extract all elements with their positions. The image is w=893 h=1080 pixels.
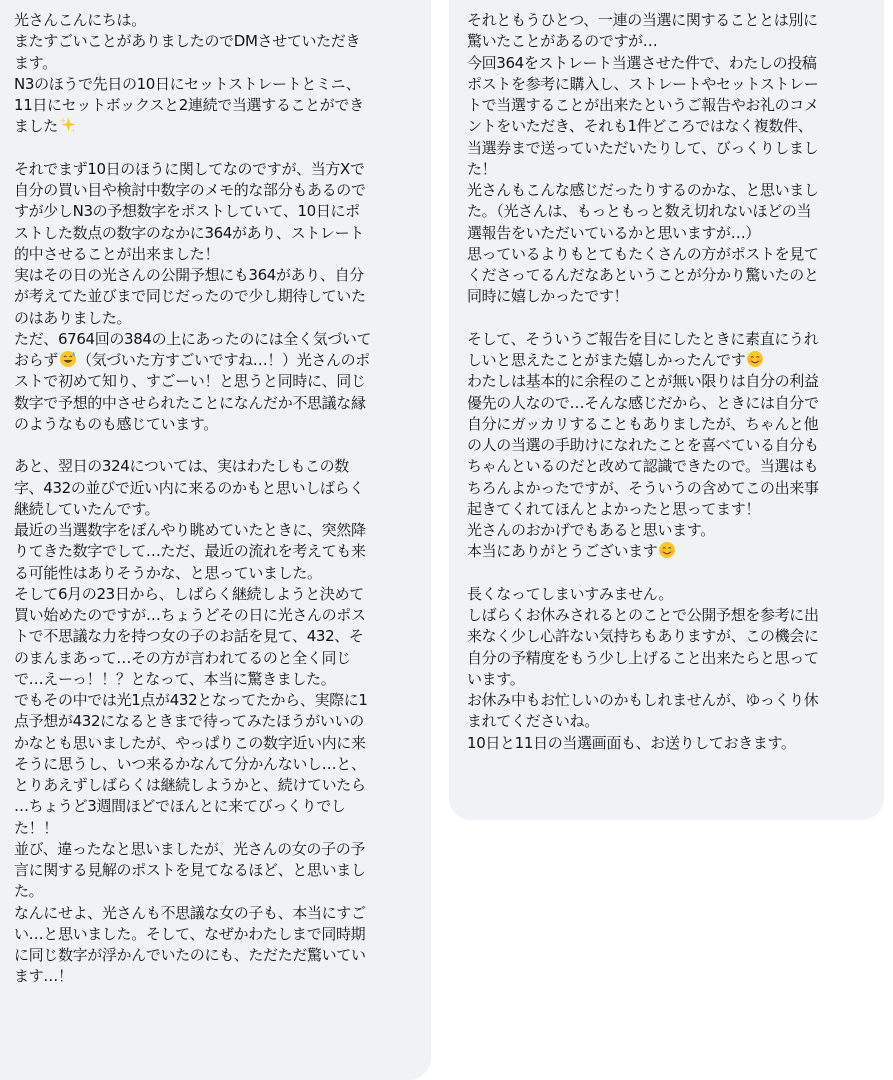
message-bubble-left bbox=[0, 0, 431, 1080]
message-line: 思っているよりもとてもたくさんの方がポストを見て bbox=[467, 244, 819, 263]
message-line: 10日と11日の当選画面も、お送りしておきます。 bbox=[467, 733, 796, 752]
message-line: ちゃんといるのだと改めて認識できたので。当選はも bbox=[467, 457, 819, 476]
message-line: あと、翌日の324については、実はわたしもこの数 bbox=[14, 457, 349, 476]
message-line: 同時に嬉しかったです！ bbox=[467, 287, 629, 306]
message-line bbox=[14, 116, 419, 137]
message-text: 本当にありがとうございます bbox=[467, 542, 658, 561]
message-line: そして6月の23日から、しばらく継続しようと決めて bbox=[14, 584, 364, 603]
message-text: しいと思えたことがまた嬉しかったんです bbox=[467, 351, 746, 369]
message-line: 自分の買い目や検討中数字のメモ的な部分もあるので bbox=[14, 181, 366, 199]
message-line: ただ、6764回の384の上にあったのには全く気づいて bbox=[14, 329, 372, 348]
message-line: そうに思うし、いつ来るかなんて分かんないし…と、 bbox=[14, 754, 366, 773]
message-line: まれてくださいね。 bbox=[467, 712, 599, 731]
smiling-face-emoji-icon bbox=[746, 350, 764, 368]
message-line: りてきた数字でして…ただ、最近の流れを考えても来 bbox=[14, 542, 366, 561]
message-line: た。（光さんは、もっともっと数え切れないほどの当 bbox=[467, 202, 812, 221]
message-line: に同じ数字が浮かんでいたのにも、ただただ驚いてい bbox=[14, 946, 366, 964]
message-line: 11日にセットボックスと2連続で当選することができ bbox=[14, 96, 364, 114]
message-line: ます。 bbox=[14, 53, 57, 72]
message-line: お休み中もお忙しいのかもしれませんが、ゆっくり休 bbox=[467, 691, 819, 709]
message-line: で…えーっ！！？となって、本当に驚きました。 bbox=[14, 669, 336, 688]
message-line: 光さんのおかげでもあると思います。 bbox=[467, 521, 715, 539]
message-line: 実はその日の光さんの公開予想にも364があり、自分 bbox=[14, 266, 364, 284]
message-line: 最近の当選数字をぼんやり眺めていたときに、突然降 bbox=[14, 521, 366, 539]
message-line: 今回364をストレート当選させた件で、わたしの投稿 bbox=[467, 53, 817, 72]
blank-line bbox=[467, 563, 874, 584]
message-line: います。 bbox=[467, 669, 525, 688]
message-line: そして、そういうご報告を目にしたときに素直にうれ bbox=[467, 329, 819, 348]
message-line: それでまず10日のほうに関してなのですが、当方Xで bbox=[14, 159, 365, 178]
smiling-face-emoji-icon bbox=[658, 541, 676, 559]
message-line: 選報告をいただいているかと思いますが…） bbox=[467, 223, 761, 242]
message-line: すが少しN3の予想数字をポストしていて、10日にポ bbox=[14, 202, 360, 221]
blank-line bbox=[14, 435, 419, 456]
sparkles-emoji-icon bbox=[59, 116, 77, 134]
message-line: 点予想が432になるときまで待ってみたほうがいいの bbox=[14, 712, 364, 731]
message-line: トで不思議な力を持つ女の子のお話を見て、432、そ bbox=[14, 627, 364, 646]
grinning-sweat-emoji-icon bbox=[59, 350, 77, 368]
message-line: のようなものも感じています。 bbox=[14, 414, 218, 433]
message-line: た！ bbox=[467, 159, 497, 178]
message-line: 長くなってしまいすみません。 bbox=[467, 584, 674, 603]
message-text: ました bbox=[14, 117, 58, 136]
message-line: N3のほうで先日の10日にセットストレートとミニ、 bbox=[14, 74, 361, 93]
message-line: 言に関する見解のポストを見てなるほど、と思いまし bbox=[14, 861, 366, 879]
message-line: 自分にガッカリすることもありましたが、ちゃんと他 bbox=[467, 414, 819, 433]
message-line: 買い始めたのですが…ちょうどその日に光さんのポス bbox=[14, 606, 366, 624]
message-line bbox=[14, 350, 419, 371]
message-line: の人の当選の手助けになれたことを喜べている自分も bbox=[467, 436, 819, 454]
message-line: なんにせよ、光さんも不思議な女の子も、本当にすご bbox=[14, 903, 366, 922]
message-line bbox=[467, 541, 874, 562]
message-line: た！！ bbox=[14, 818, 58, 837]
message-line: とりあえずしばらくは継続しようかと、続けていたら bbox=[14, 776, 366, 794]
message-text: おらず bbox=[14, 351, 58, 369]
message-line: 継続していたんです。 bbox=[14, 499, 160, 518]
message-line: でもその中では光1点が432となってたから、実際に1 bbox=[14, 691, 368, 709]
message-line: それともうひとつ、一連の当選に関することとは別に bbox=[467, 11, 818, 29]
message-line: くださってるんだなあということが分かり驚いたのと bbox=[467, 266, 819, 284]
message-line: 光さんこんにちは。 bbox=[14, 11, 146, 29]
message-line: ちろんよかったですが、そういうの含めてこの出来事 bbox=[467, 478, 819, 497]
message-line: 起きてくれてほんとよかったと思ってます！ bbox=[467, 499, 761, 518]
message-line: かなとも思いましたが、やっぱりこの数字近い内に来 bbox=[14, 733, 366, 752]
message-line: のまんまあって…その方が言われてるのと全く同じ bbox=[14, 648, 351, 667]
message-line: 当選券まで送っていただいたりして、びっくりしまし bbox=[467, 138, 819, 157]
message-line: わたしは基本的に余程のことが無い限りは自分の利益 bbox=[467, 372, 819, 391]
message-line: る可能性はありそうかな、と思っていました。 bbox=[14, 563, 322, 582]
message-line: 優先の人なので…そんな感じだから、ときには自分で bbox=[467, 393, 819, 412]
blank-line bbox=[467, 308, 874, 329]
message-line bbox=[467, 350, 874, 371]
message-line: 的中させることが出来ました！ bbox=[14, 244, 220, 263]
message-line: 数字で予想的中させられたことになんだか不思議な縁 bbox=[14, 393, 366, 412]
message-line: 自分の予精度をもう少し上げること出来たらと思って bbox=[467, 648, 819, 667]
message-line: のはありました。 bbox=[14, 308, 132, 327]
message-line: しばらくお休みされるとのことで公開予想を参考に出 bbox=[467, 606, 819, 624]
message-line: 驚いたことがあるのですが… bbox=[467, 32, 658, 51]
message-line: 字、432の並びで近い内に来るのかもと思いしばらく bbox=[14, 478, 364, 497]
message-line: 来なく少し心許ない気持ちもありますが、この機会に bbox=[467, 627, 819, 646]
message-line: …ちょうど3週間ほどでほんとに来てびっくりでし bbox=[14, 797, 346, 816]
message-line: ストした数点の数字のなかに364があり、ストレート bbox=[14, 223, 364, 242]
blank-line bbox=[14, 138, 419, 159]
message-bubble-right bbox=[449, 0, 884, 820]
message-line: た。 bbox=[14, 882, 44, 901]
message-text: （気づいた方すごいですね…！）光さんのポ bbox=[76, 351, 370, 369]
message-line: ントをいただき、それも1件どころではなく複数件、 bbox=[467, 117, 813, 136]
message-line: い…と思いました。そして、なぜかわたしまで同時期 bbox=[14, 924, 366, 943]
message-line: ポストを参考に購入し、ストレートやセットストレー bbox=[467, 74, 819, 93]
message-line: 光さんもこんな感じだったりするのかな、と思いまし bbox=[467, 181, 819, 199]
message-line: 並び、違ったなと思いましたが、光さんの女の子の予 bbox=[14, 839, 366, 858]
message-line: トで当選することが出来たというご報告やお礼のコメ bbox=[467, 96, 819, 114]
message-line: またすごいことがありましたのでDMさせていただき bbox=[14, 32, 361, 51]
message-line: ます…！ bbox=[14, 967, 73, 986]
message-line: が考えてた並びまで同じだったので少し期待していた bbox=[14, 287, 366, 306]
message-line: ストで初めて知り、すごーい！と思うと同時に、同じ bbox=[14, 372, 366, 391]
